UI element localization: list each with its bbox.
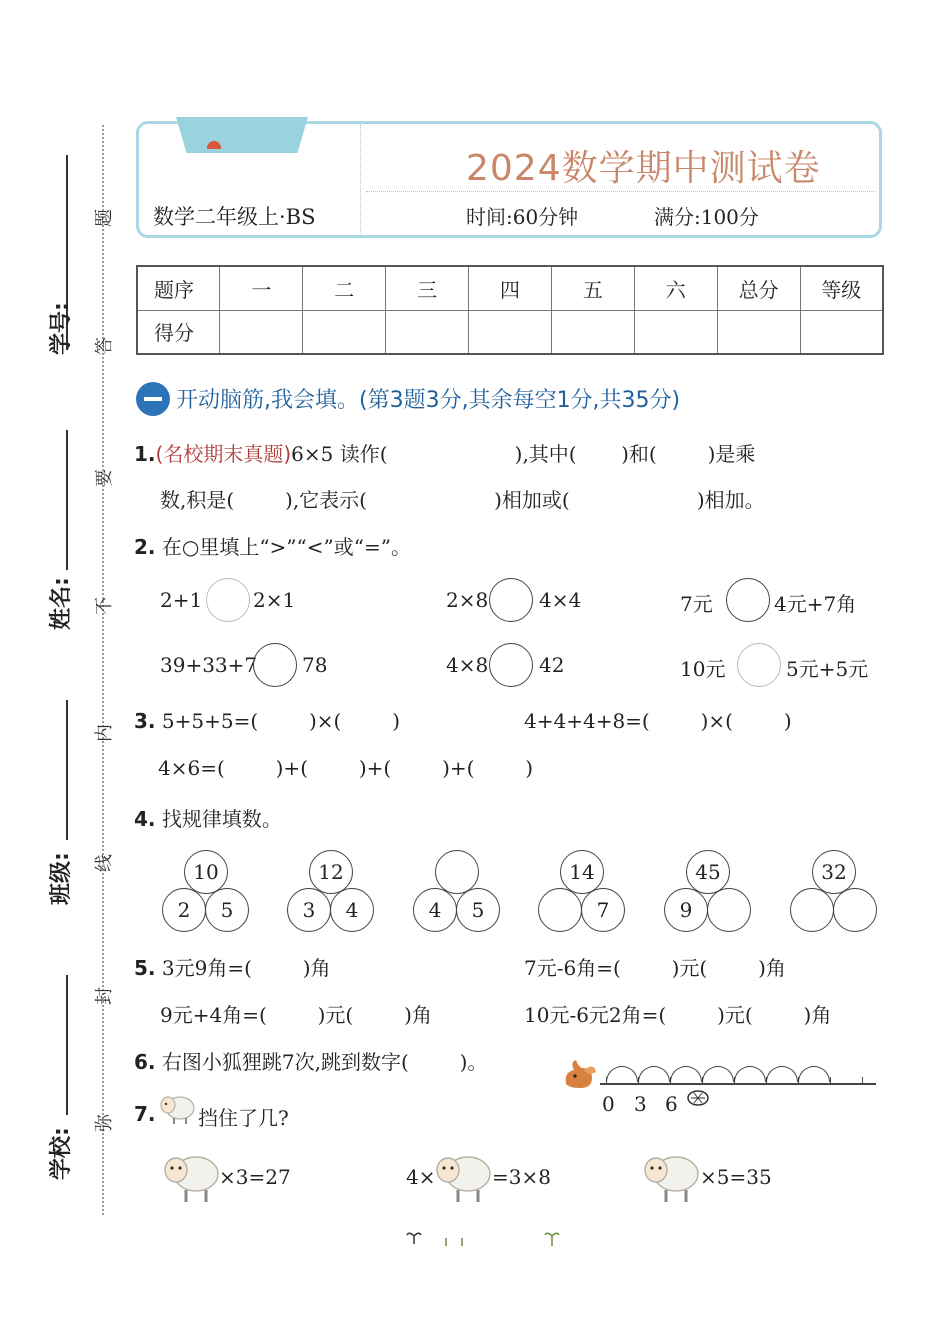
seal-dotted-line bbox=[102, 125, 104, 1215]
q4-group-6-top: 32 bbox=[812, 850, 856, 894]
q7-eq1: ×3=27 bbox=[219, 1165, 291, 1189]
number-line-tick bbox=[862, 1077, 863, 1085]
hop-arc bbox=[734, 1066, 766, 1082]
q2-item-4-right: 78 bbox=[302, 653, 328, 677]
q3-a: 5+5+5=( )×( ) bbox=[161, 709, 401, 733]
hop-arc bbox=[606, 1066, 638, 1082]
q1 bbox=[134, 438, 755, 467]
q2-item-1-left: 2+1 bbox=[160, 588, 203, 612]
seal-char-2: 答 bbox=[94, 337, 115, 355]
q4-group-6-right[interactable] bbox=[833, 888, 877, 932]
hop-arc bbox=[670, 1066, 702, 1082]
score-header-cell: 总分 bbox=[717, 266, 800, 310]
number-line-label: 6 bbox=[665, 1092, 678, 1116]
q5-c: 9元+4角=( )元( )角 bbox=[160, 1003, 432, 1027]
seal-char-6: 线 bbox=[94, 854, 115, 872]
q3-number: 3. bbox=[134, 709, 156, 733]
seal-char-7: 封 bbox=[94, 987, 115, 1005]
q4-group-3-right: 5 bbox=[456, 888, 500, 932]
q4-group-4-top: 14 bbox=[560, 850, 604, 894]
score-header-cell: 一 bbox=[220, 266, 303, 310]
sheep-icon bbox=[640, 1150, 700, 1204]
sheep-icon bbox=[432, 1150, 492, 1204]
score-cell[interactable] bbox=[386, 310, 469, 354]
score-header-cell: 三 bbox=[386, 266, 469, 310]
number-line-tick bbox=[830, 1077, 831, 1085]
header-tab-decoration bbox=[176, 117, 308, 153]
q6-text: 右图小狐狸跳7次,跳到数字( )。 bbox=[161, 1050, 488, 1074]
score-row-label: 得分 bbox=[137, 310, 220, 354]
score-header-cell: 六 bbox=[634, 266, 717, 310]
number-line bbox=[600, 1083, 876, 1085]
q2-item-3-right: 4元+7角 bbox=[774, 592, 857, 616]
q7 bbox=[134, 1102, 156, 1126]
q2-item-2-circle[interactable] bbox=[489, 578, 533, 622]
q3 bbox=[134, 709, 400, 733]
q2-item-6-circle[interactable] bbox=[737, 643, 781, 687]
score-cell[interactable] bbox=[551, 310, 634, 354]
section-one-icon bbox=[136, 382, 170, 416]
q2-item-2-left: 2×8 bbox=[446, 588, 489, 612]
q5-b: 7元-6角=( )元( )角 bbox=[524, 956, 786, 980]
q2-item-6-left: 10元 bbox=[680, 657, 726, 681]
name-label: 姓名: bbox=[49, 577, 74, 630]
class-label: 班级: bbox=[49, 852, 74, 905]
q4-group-5-right[interactable] bbox=[707, 888, 751, 932]
seal-char-8: 弥 bbox=[94, 1114, 115, 1132]
q5 bbox=[134, 952, 331, 981]
score-cell[interactable] bbox=[634, 310, 717, 354]
q1-number: 1. bbox=[134, 442, 156, 466]
seal-char-1: 题 bbox=[94, 209, 115, 227]
exam-full-score: 满分:100分 bbox=[654, 205, 759, 229]
hop-arc bbox=[766, 1066, 798, 1082]
score-header-cell: 题序 bbox=[137, 266, 220, 310]
score-cell[interactable] bbox=[220, 310, 303, 354]
q2-number: 2. bbox=[134, 535, 156, 559]
q3-b: 4+4+4+8=( )×( ) bbox=[524, 709, 792, 733]
score-header-cell: 等级 bbox=[800, 266, 883, 310]
q4-group-3-top[interactable] bbox=[435, 850, 479, 894]
q2-item-2-right: 4×4 bbox=[539, 588, 582, 612]
number-line-label: 3 bbox=[634, 1092, 647, 1116]
q7-number: 7. bbox=[134, 1102, 156, 1126]
q1-line2: 数,积是( ),它表示( )相加或( )相加。 bbox=[160, 488, 765, 512]
q2-item-6-right: 5元+5元 bbox=[786, 657, 869, 681]
q2-item-5-left: 4×8 bbox=[446, 653, 489, 677]
score-cell[interactable] bbox=[303, 310, 386, 354]
q2-item-5-right: 42 bbox=[539, 653, 565, 677]
q2 bbox=[134, 531, 411, 560]
q3-c: 4×6=( )+( )+( )+( ) bbox=[158, 756, 534, 780]
q2-item-4-circle[interactable] bbox=[253, 643, 297, 687]
header-dotted-rule bbox=[366, 191, 876, 192]
score-cell[interactable] bbox=[717, 310, 800, 354]
pinecone-icon bbox=[686, 1086, 712, 1108]
q4-group-4-right: 7 bbox=[581, 888, 625, 932]
score-table-score-row bbox=[137, 310, 883, 354]
hop-arc bbox=[798, 1066, 830, 1082]
q4-group-1-left: 2 bbox=[162, 888, 206, 932]
binding-line-2 bbox=[66, 430, 68, 570]
school-label: 学校: bbox=[49, 1127, 74, 1180]
q2-item-3-circle[interactable] bbox=[726, 578, 770, 622]
q2-item-1-circle[interactable] bbox=[206, 578, 250, 622]
q4-group-2-left: 3 bbox=[287, 888, 331, 932]
q4-text: 找规律填数。 bbox=[161, 807, 282, 831]
score-table bbox=[136, 265, 884, 355]
hop-arc bbox=[702, 1066, 734, 1082]
q4-number: 4. bbox=[134, 807, 156, 831]
q2-item-1-right: 2×1 bbox=[253, 588, 296, 612]
seal-char-5: 内 bbox=[94, 724, 115, 742]
score-header-cell: 二 bbox=[303, 266, 386, 310]
sprout-icon bbox=[544, 1230, 560, 1246]
score-cell[interactable] bbox=[800, 310, 883, 354]
sprout-icon bbox=[442, 1234, 466, 1246]
score-cell[interactable] bbox=[469, 310, 552, 354]
q6-number: 6. bbox=[134, 1050, 156, 1074]
q7-eq3: ×5=35 bbox=[700, 1165, 772, 1189]
q4-group-4-left[interactable] bbox=[538, 888, 582, 932]
q5-d: 10元-6元2角=( )元( )角 bbox=[524, 1003, 832, 1027]
q4 bbox=[134, 803, 282, 832]
q2-text: 在○里填上“>”“<”或“=”。 bbox=[161, 535, 411, 559]
score-header-cell: 五 bbox=[551, 266, 634, 310]
exam-time: 时间:60分钟 bbox=[466, 205, 579, 229]
sprout-icon bbox=[406, 1230, 422, 1244]
student-id-label: 学号: bbox=[49, 302, 74, 355]
exam-title: 2024数学期中测试卷 bbox=[466, 148, 821, 189]
q4-group-5-left: 9 bbox=[664, 888, 708, 932]
q4-group-3-left: 4 bbox=[413, 888, 457, 932]
hop-arc bbox=[638, 1066, 670, 1082]
q4-group-2-right: 4 bbox=[330, 888, 374, 932]
q5-number: 5. bbox=[134, 956, 156, 980]
q2-item-5-circle[interactable] bbox=[489, 643, 533, 687]
section-one-title: 开动脑筋,我会填。(第3题3分,其余每空1分,共35分) bbox=[176, 388, 681, 413]
binding-line-3 bbox=[66, 700, 68, 840]
q2-item-4-left: 39+33+7 bbox=[160, 653, 258, 677]
score-table-header-row bbox=[137, 266, 883, 310]
q4-group-2-top: 12 bbox=[309, 850, 353, 894]
binding-line-4 bbox=[66, 975, 68, 1115]
q6 bbox=[134, 1046, 487, 1075]
score-header-cell: 四 bbox=[469, 266, 552, 310]
q4-group-5-top: 45 bbox=[686, 850, 730, 894]
q4-group-1-top: 10 bbox=[184, 850, 228, 894]
q7-text: 挡住了几? bbox=[198, 1106, 289, 1130]
q7-eq2-right: =3×8 bbox=[492, 1165, 551, 1189]
q1-line1: 6×5 读作( ),其中( )和( )是乘 bbox=[291, 442, 756, 466]
q4-group-1-right: 5 bbox=[205, 888, 249, 932]
q2-item-3-left: 7元 bbox=[680, 592, 713, 616]
q7-eq2-left: 4× bbox=[406, 1165, 436, 1189]
sheep-icon bbox=[158, 1092, 196, 1126]
seal-char-3: 要 bbox=[94, 469, 115, 487]
exam-subject: 数学二年级上·BS bbox=[153, 205, 316, 229]
header-divider bbox=[360, 124, 361, 234]
fox-icon bbox=[562, 1058, 598, 1092]
number-line-label: 0 bbox=[602, 1092, 615, 1116]
seal-char-4: 不 bbox=[94, 597, 115, 615]
header-badge-icon bbox=[207, 141, 221, 149]
q4-group-6-left[interactable] bbox=[790, 888, 834, 932]
sheep-icon bbox=[160, 1150, 220, 1204]
q5-a: 3元9角=( )角 bbox=[161, 956, 331, 980]
q1-tag: (名校期末真题) bbox=[155, 442, 292, 466]
